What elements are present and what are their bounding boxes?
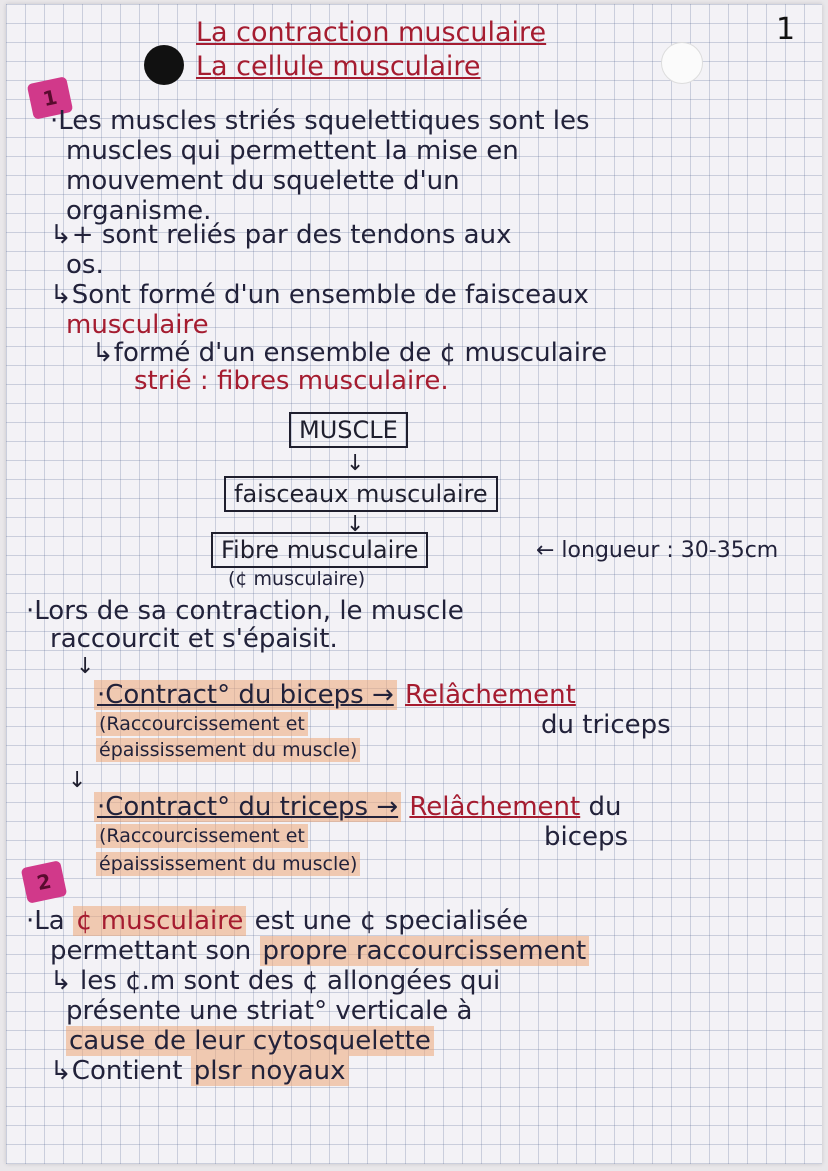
triceps-line	[94, 792, 621, 822]
binder-hole	[144, 45, 184, 85]
biceps-relaxation: Relâchement	[405, 680, 576, 710]
diagram-box-faisceaux: faisceaux musculaire	[224, 476, 498, 512]
section-tag-2: 2	[21, 860, 68, 904]
text-fragment: ·La	[26, 906, 65, 936]
text-line: os.	[66, 250, 104, 280]
text-fragment: ¢ musculaire	[73, 906, 246, 936]
text-fragment: du	[588, 792, 622, 822]
note-line: (Raccourcissement et	[96, 824, 308, 848]
diagram-box-fibre: Fibre musculaire	[211, 532, 428, 568]
text-line: biceps	[544, 822, 629, 852]
text-line: raccourcit et s'épaisit.	[50, 624, 338, 654]
text-line: ·Lors de sa contraction, le muscle	[26, 596, 464, 626]
section2-line	[26, 906, 528, 936]
binder-hole	[661, 42, 703, 84]
sub-title: La cellule musculaire	[196, 51, 481, 82]
text-line: ↳ les ¢.m sont des ¢ allongées qui	[50, 966, 501, 996]
diagram-box-muscle: MUSCLE	[289, 412, 408, 448]
text-fragment: propre raccourcissement	[260, 936, 590, 966]
text-line: mouvement du squelette d'un	[66, 166, 460, 196]
down-arrow-icon: ↓	[68, 768, 87, 793]
note-line: (Raccourcissement et	[96, 712, 308, 736]
notebook-page	[6, 4, 822, 1164]
note-line: épaississement du muscle)	[96, 852, 360, 876]
fibre-note: (¢ musculaire)	[228, 568, 366, 590]
page-number: 1	[776, 12, 796, 47]
down-arrow-icon: ↓	[346, 512, 365, 537]
text-line: ·Les muscles striés squelettiques sont les	[50, 106, 590, 136]
text-fragment: plsr noyaux	[191, 1056, 349, 1086]
text-line: musculaire	[66, 310, 209, 340]
text-fragment: est une ¢ specialisée	[254, 906, 529, 936]
section-tag-1: 1	[27, 76, 74, 120]
text-line: ↳+ sont reliés par des tendons aux	[50, 220, 512, 250]
down-arrow-icon: ↓	[346, 451, 365, 476]
text-line: strié : fibres musculaire.	[134, 366, 449, 396]
text-fragment: permettant son	[50, 936, 252, 966]
text-line: organisme.	[66, 196, 212, 226]
biceps-contraction: ·Contract° du biceps →	[94, 680, 397, 710]
text-line: cause de leur cytosquelette	[66, 1026, 434, 1056]
section2-line	[50, 936, 589, 966]
triceps-contraction: ·Contract° du triceps →	[94, 792, 401, 822]
text-line: du triceps	[541, 710, 671, 740]
main-title: La contraction musculaire	[196, 17, 547, 48]
down-arrow-icon: ↓	[76, 654, 95, 679]
biceps-line	[94, 680, 576, 710]
section2-line	[50, 1056, 349, 1086]
triceps-relaxation: Relâchement	[409, 792, 581, 822]
text-line: ↳Sont formé d'un ensemble de faisceaux	[50, 280, 589, 310]
text-line: ↳formé d'un ensemble de ¢ musculaire	[92, 338, 608, 368]
length-note: ← longueur : 30-35cm	[536, 538, 779, 563]
text-line: muscles qui permettent la mise en	[66, 136, 519, 166]
note-line: épaississement du muscle)	[96, 738, 360, 762]
text-line: présente une striat° verticale à	[66, 996, 473, 1026]
text-fragment: ↳Contient	[50, 1056, 183, 1086]
